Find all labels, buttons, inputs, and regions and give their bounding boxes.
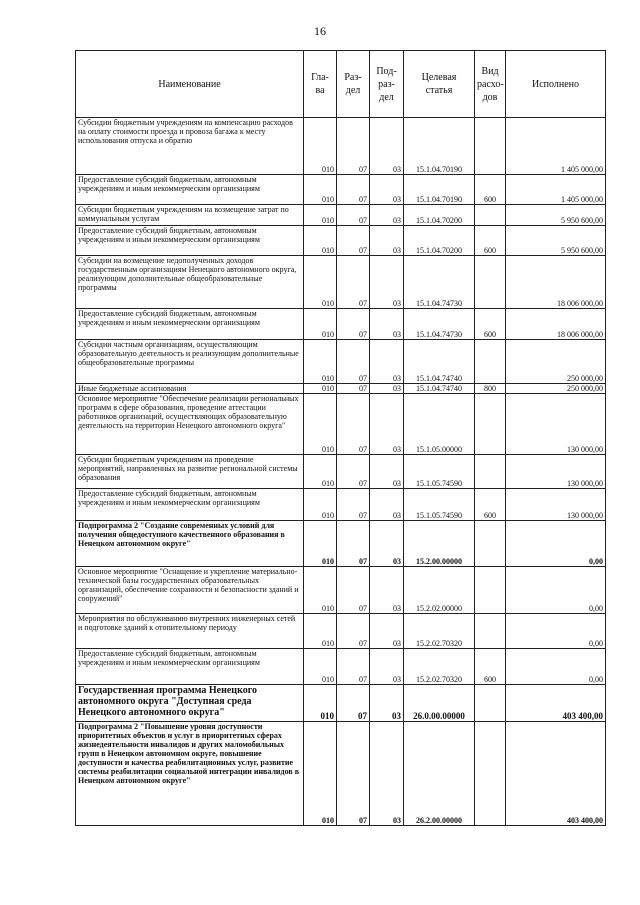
row-expense-type (475, 567, 506, 614)
row-subsection: 03 (370, 521, 404, 567)
row-section: 07 (337, 256, 370, 309)
table-row (76, 614, 606, 649)
row-name: Предоставление субсидий бюджетным, автономным учреждениям и иным некоммерческим организациям (76, 226, 304, 256)
row-target: 15.1.05.00000 (404, 394, 475, 455)
row-chapter: 010 (304, 118, 337, 175)
row-name: Субсидии бюджетным учреждениям на проведение мероприятий, направленных на развитие региональной системы образования (76, 455, 304, 489)
row-subsection: 03 (370, 309, 404, 340)
row-subsection: 03 (370, 175, 404, 205)
row-chapter: 010 (304, 489, 337, 521)
row-section: 07 (337, 649, 370, 685)
row-section: 07 (337, 226, 370, 256)
row-amount: 0,00 (506, 614, 606, 649)
row-name: Мероприятия по обслуживанию внутренних инженерных сетей и подготовке зданий к отопительному периоду (76, 614, 304, 649)
row-section: 07 (337, 340, 370, 384)
row-chapter: 010 (304, 521, 337, 567)
row-target: 15.1.04.70190 (404, 118, 475, 175)
row-expense-type (475, 455, 506, 489)
row-amount: 18 006 000,00 (506, 309, 606, 340)
row-amount: 130 000,00 (506, 489, 606, 521)
row-target: 15.1.04.74740 (404, 340, 475, 384)
header-expense-type: Вид расхо- дов (475, 51, 506, 118)
row-subsection: 03 (370, 685, 404, 722)
row-name: Субсидии частным организациям, осуществляющим образовательную деятельность и реализующим дополнительные общеобразовательные программы (76, 340, 304, 384)
row-target: 15.1.04.74730 (404, 256, 475, 309)
table-row (76, 394, 606, 455)
row-chapter: 010 (304, 567, 337, 614)
row-subsection: 03 (370, 489, 404, 521)
row-section: 07 (337, 394, 370, 455)
header-section: Раз- дел (337, 51, 370, 118)
row-section: 07 (337, 722, 370, 826)
row-amount: 130 000,00 (506, 394, 606, 455)
header-executed: Исполнено (506, 51, 606, 118)
table-row (76, 455, 606, 489)
row-amount: 5 950 600,00 (506, 205, 606, 226)
row-expense-type (475, 205, 506, 226)
row-target: 15.2.00.00000 (404, 521, 475, 567)
table-row (76, 309, 606, 340)
row-section: 07 (337, 118, 370, 175)
table-row (76, 175, 606, 205)
row-target: 15.1.04.70200 (404, 205, 475, 226)
row-target: 26.0.00.00000 (404, 685, 475, 722)
row-name: Субсидии бюджетным учреждениям на возмещение затрат по коммунальным услугам (76, 205, 304, 226)
row-target: 15.2.02.70320 (404, 614, 475, 649)
row-target: 15.2.02.00000 (404, 567, 475, 614)
row-expense-type (475, 521, 506, 567)
row-chapter: 010 (304, 394, 337, 455)
row-subsection: 03 (370, 384, 404, 394)
header-row (76, 51, 606, 118)
row-target: 15.1.05.74590 (404, 455, 475, 489)
row-target: 26.2.00.00000 (404, 722, 475, 826)
row-subsection: 03 (370, 455, 404, 489)
row-amount: 403 400,00 (506, 722, 606, 826)
row-subsection: 03 (370, 205, 404, 226)
row-section: 07 (337, 175, 370, 205)
row-name: Предоставление субсидий бюджетным, автономным учреждениям и иным некоммерческим организациям (76, 309, 304, 340)
row-section: 07 (337, 521, 370, 567)
row-chapter: 010 (304, 649, 337, 685)
table-row (76, 340, 606, 384)
header-subsection: Под- раз- дел (370, 51, 404, 118)
row-name: Подпрограмма 2 "Создание современных условий для получения общедоступного качественного образования в Ненецком автономном округе" (76, 521, 304, 567)
row-amount: 1 405 000,00 (506, 118, 606, 175)
row-expense-type: 600 (475, 226, 506, 256)
row-subsection: 03 (370, 256, 404, 309)
row-amount: 0,00 (506, 521, 606, 567)
row-name: Иные бюджетные ассигнования (76, 384, 304, 394)
row-subsection: 03 (370, 614, 404, 649)
row-subsection: 03 (370, 394, 404, 455)
row-section: 07 (337, 309, 370, 340)
row-name: Основное мероприятие "Оснащение и укрепление материально-технической базы государственных образовательных организаций, обеспечение сохранности и безопасности зданий и сооружений" (76, 567, 304, 614)
row-chapter: 010 (304, 309, 337, 340)
row-expense-type (475, 685, 506, 722)
row-name: Предоставление субсидий бюджетным, автономным учреждениям и иным некоммерческим организациям (76, 649, 304, 685)
row-target: 15.1.04.74730 (404, 309, 475, 340)
table-row (76, 384, 606, 394)
table-row (76, 685, 606, 722)
row-amount: 18 006 000,00 (506, 256, 606, 309)
row-name: Предоставление субсидий бюджетным, автономным учреждениям и иным некоммерческим организациям (76, 175, 304, 205)
row-section: 07 (337, 614, 370, 649)
row-expense-type (475, 722, 506, 826)
row-section: 07 (337, 384, 370, 394)
table-row (76, 489, 606, 521)
row-expense-type: 600 (475, 649, 506, 685)
row-target: 15.1.05.74590 (404, 489, 475, 521)
row-chapter: 010 (304, 226, 337, 256)
row-name: Субсидии на возмещение недополученных доходов государственным организациям Ненецкого автономного округа, реализующим дополнительные общеобразовательные программы (76, 256, 304, 309)
row-target: 15.1.04.70190 (404, 175, 475, 205)
row-chapter: 010 (304, 614, 337, 649)
row-chapter: 010 (304, 175, 337, 205)
row-subsection: 03 (370, 649, 404, 685)
row-name: Субсидии бюджетным учреждениям на компенсацию расходов на оплату стоимости проезда и провоза багажа к месту использования отпуска и обратно (76, 118, 304, 175)
row-chapter: 010 (304, 384, 337, 394)
table-row (76, 226, 606, 256)
row-name: Предоставление субсидий бюджетным, автономным учреждениям и иным некоммерческим организациям (76, 489, 304, 521)
row-expense-type (475, 340, 506, 384)
row-section: 07 (337, 455, 370, 489)
row-name: Основное мероприятие "Обеспечение реализации региональных программ в сфере образования, проведение аттестации работников организаций, осуществляющих образовательную деятельность на территории Ненецкого автономного округа" (76, 394, 304, 455)
row-chapter: 010 (304, 256, 337, 309)
row-section: 07 (337, 685, 370, 722)
row-amount: 403 400,00 (506, 685, 606, 722)
row-chapter: 010 (304, 685, 337, 722)
row-target: 15.2.02.70320 (404, 649, 475, 685)
row-expense-type (475, 394, 506, 455)
row-section: 07 (337, 567, 370, 614)
budget-execution-table (75, 50, 606, 826)
row-subsection: 03 (370, 567, 404, 614)
table-row (76, 521, 606, 567)
row-subsection: 03 (370, 722, 404, 826)
row-name: Подпрограмма 2 "Повышение уровня доступности приоритетных объектов и услуг в приоритетных сферах жизнедеятельности инвалидов и других маломобильных групп в Ненецком автономном округе, повышение доступности и качества реабилитационных услуг, развитие системы реабилитации социальной интеграции инвалидов в Ненецком автономном округе" (76, 722, 304, 826)
table-row (76, 649, 606, 685)
row-target: 15.1.04.74740 (404, 384, 475, 394)
header-chapter: Гла- ва (304, 51, 337, 118)
row-expense-type: 600 (475, 489, 506, 521)
row-target: 15.1.04.70200 (404, 226, 475, 256)
row-name: Государственная программа Ненецкого автономного округа "Доступная среда Ненецкого автономного округа" (76, 685, 304, 722)
row-expense-type (475, 118, 506, 175)
row-expense-type: 800 (475, 384, 506, 394)
row-chapter: 010 (304, 340, 337, 384)
row-amount: 1 405 000,00 (506, 175, 606, 205)
row-subsection: 03 (370, 226, 404, 256)
row-amount: 0,00 (506, 649, 606, 685)
row-expense-type: 600 (475, 309, 506, 340)
row-chapter: 010 (304, 455, 337, 489)
row-amount: 250 000,00 (506, 384, 606, 394)
table-row (76, 567, 606, 614)
row-amount: 250 000,00 (506, 340, 606, 384)
row-expense-type (475, 614, 506, 649)
row-amount: 5 950 600,00 (506, 226, 606, 256)
table-row (76, 205, 606, 226)
row-expense-type: 600 (475, 175, 506, 205)
row-section: 07 (337, 205, 370, 226)
row-amount: 130 000,00 (506, 455, 606, 489)
row-subsection: 03 (370, 118, 404, 175)
row-chapter: 010 (304, 722, 337, 826)
row-section: 07 (337, 489, 370, 521)
table-row (76, 722, 606, 826)
row-subsection: 03 (370, 340, 404, 384)
header-name: Наименование (76, 51, 304, 118)
row-chapter: 010 (304, 205, 337, 226)
row-expense-type (475, 256, 506, 309)
page-number: 16 (314, 24, 326, 38)
table-row (76, 118, 606, 175)
row-amount: 0,00 (506, 567, 606, 614)
header-target: Целевая статья (404, 51, 475, 118)
table-row (76, 256, 606, 309)
